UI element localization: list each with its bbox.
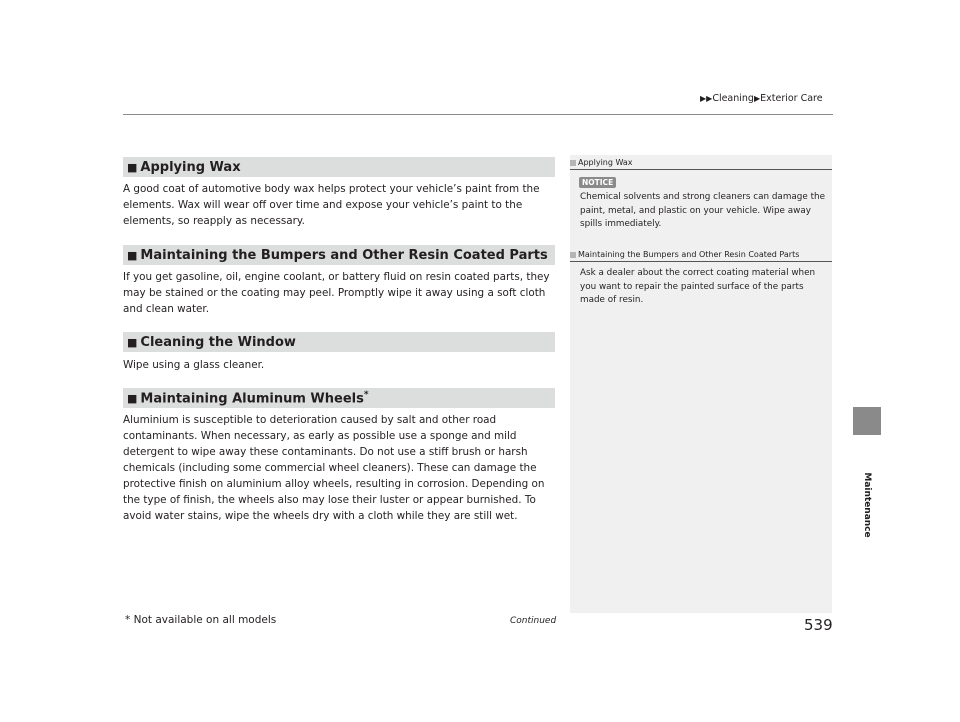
sidebar-notes [570,155,832,613]
breadcrumb-arrow-icon: ▶▶ [700,94,713,103]
footnote: * Not available on all models [125,614,277,626]
section-title-text: Maintaining Aluminum Wheels [140,391,364,407]
asterisk-mark: * [363,389,369,400]
section-header-applying-wax [123,157,555,177]
reference-icon [570,160,576,166]
continued-label: Continued [510,616,557,626]
page-number: 539 [804,616,833,634]
breadcrumb-exterior-care[interactable]: Exterior Care [760,93,823,104]
square-bullet-icon: ■ [127,391,138,405]
paragraph-window: Wipe using a glass cleaner. [123,359,265,371]
paragraph-aluminum-wheels: Aluminium is susceptible to deterioration caused by salt and other road contaminants. When necessary, as early as possible use a sponge and mild detergent to wipe away these contaminants. Do not use a stiff brush or harsh chemicals (including some commercial wheel cleaners). These can damage the protective finish on aluminium alloy wheels, resulting in corrosion. Depending on the type of finish, the wheels also may lose their luster or appear burnished. To avoid water stains, wipe the wheels dry with a cloth while they are still wet. [123,414,545,522]
square-bullet-icon: ■ [127,335,138,349]
sidebar-heading-applying-wax[interactable] [570,158,832,170]
chapter-tab[interactable] [853,407,881,435]
breadcrumb-cleaning[interactable]: Cleaning [712,93,754,104]
sidebar-heading-bumpers[interactable] [570,250,832,262]
sidebar-heading-text: Applying Wax [578,158,633,167]
chapter-label: Maintenance [862,472,872,538]
section-title [140,390,368,406]
section-header-bumpers [123,245,555,265]
square-bullet-icon: ■ [127,160,138,174]
reference-icon [570,252,576,258]
paragraph-bumpers: If you get gasoline, oil, engine coolant, or battery fluid on resin coated parts, they may be stained or the coating may peel. Promptly wipe it away using a soft cloth and clean water. [123,271,550,315]
sidebar-text-applying-wax: Chemical solvents and strong cleaners can damage the paint, metal, and plastic on your vehicle. Wipe away spills immediately. [580,192,826,229]
section-title: Maintaining the Bumpers and Other Resin Coated Parts [140,247,548,263]
section-header-window [123,332,555,352]
notice-badge: NOTICE [579,177,616,188]
section-title: Cleaning the Window [140,334,296,350]
section-header-aluminum-wheels [123,388,555,408]
header-divider [123,114,833,115]
sidebar-heading-text: Maintaining the Bumpers and Other Resin Coated Parts [578,250,800,259]
breadcrumb-arrow-icon: ▶ [753,94,761,103]
section-title: Applying Wax [140,159,241,175]
paragraph-applying-wax: A good coat of automotive body wax helps protect your vehicle’s paint from the elements. Wax will wear off over time and expose your vehicle’s paint to the elements, so reapply as necessary. [123,183,540,227]
square-bullet-icon: ■ [127,248,138,262]
sidebar-text-bumpers: Ask a dealer about the correct coating material when you want to repair the painted surface of the parts made of resin. [580,268,816,305]
breadcrumb [700,93,823,104]
